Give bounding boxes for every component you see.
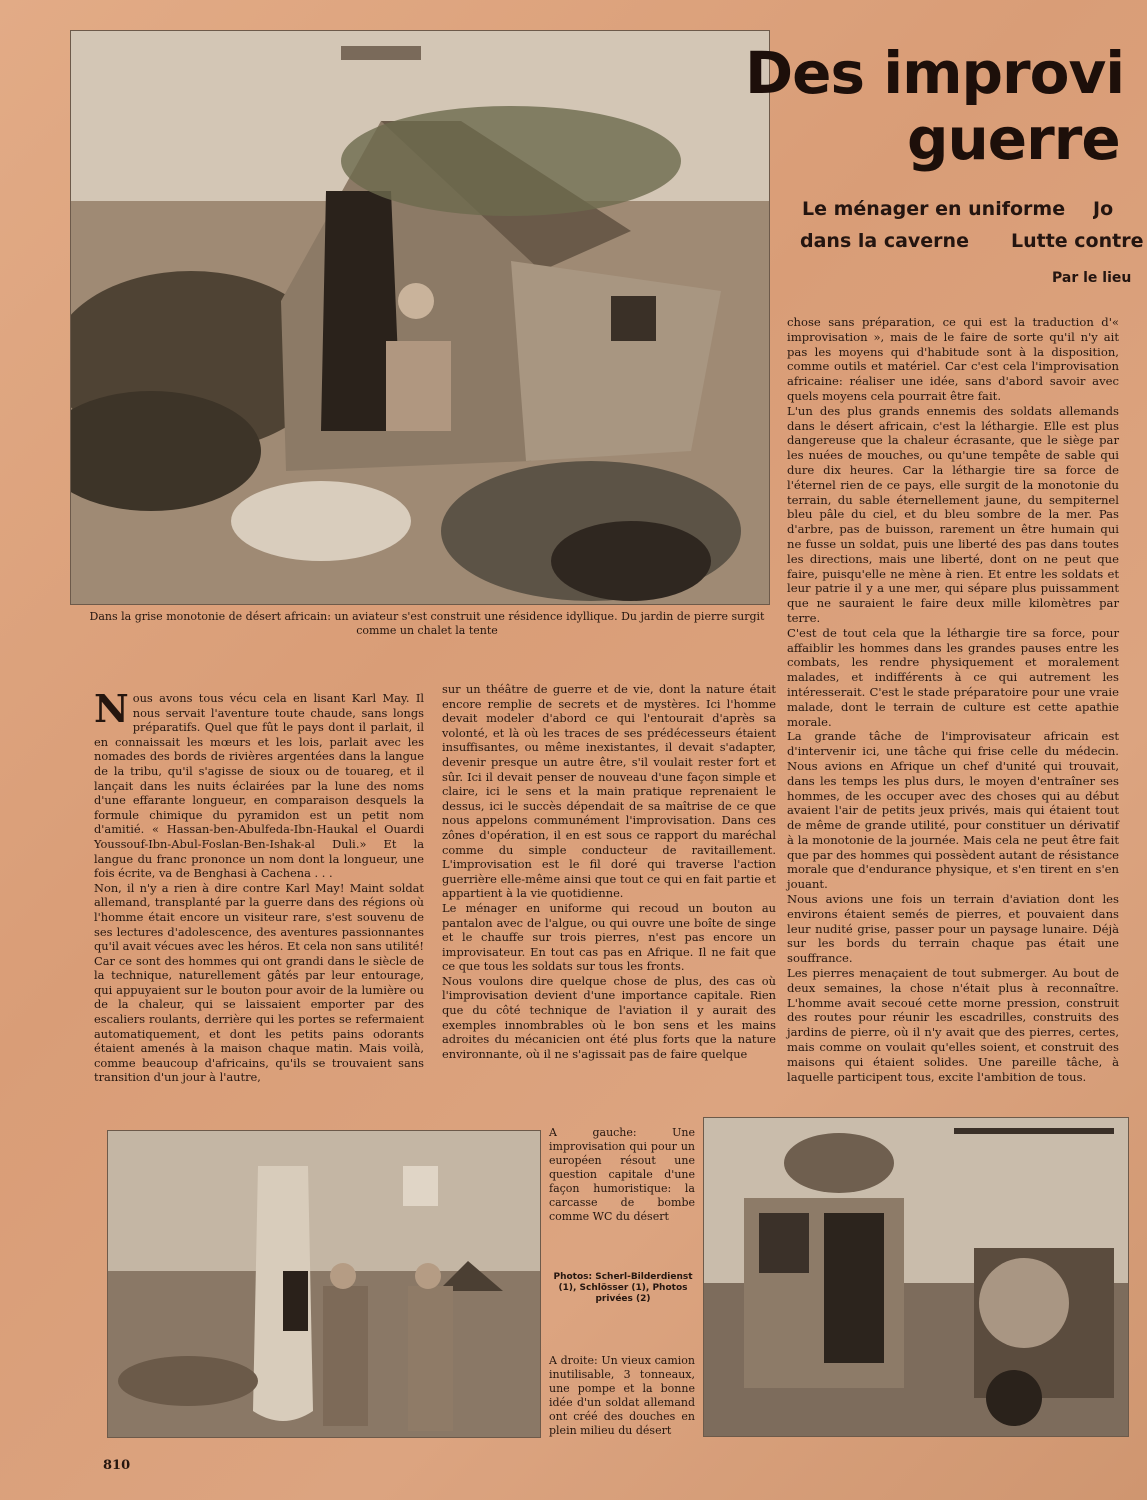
paragraph-intro: [94, 686, 424, 881]
photo-truck-shower: [703, 1117, 1129, 1437]
photo-bomb-wc: [107, 1130, 541, 1438]
paragraph: Nous voulons dire quelque chose de plus, des cas où l'improvisation devient d'une importance capitale. Rien que du côté technique de l'aviation il y aurait des exemples innombrables où le bon sens et les mains adroites du mécanicien ont été plus forts que la nature environnante, où il ne s'agissait pas de faire quelque: [442, 973, 776, 1061]
photo-tent-chalet: [70, 30, 770, 605]
paragraph-text: ous avons tous vécu cela en lisant Karl May. Il nous servait l'aventure toute chaude, sans longs préparatifs. Quel que fût le pays dont il parlait, il en connaissait les mœurs et les lois, parlait avec les nomades des bords de rivières argentées dans la langue de la tribu, qu'il s'agisse de sioux ou de touareg, et il lançait dans les nuits éclairées par la lune des noms d'une effarante longueur, en comparaison desquels la formule chimique du pyramidon est un petit nom d'amitié. « Hassan-ben-Abulfeda-Ibn-Haukal el Ouardi Youssouf-Ibn-Abul-Foslan-Ben-Ishak-al Duli.» Et la langue du franc prononce un nom dont la longueur, une fois écrite, va de Benghasi à Cachena . . .: [94, 691, 424, 881]
dropcap: N: [94, 686, 129, 731]
tent-illustration: [71, 31, 769, 604]
article-column-left: [94, 686, 424, 1085]
subhead-left-1: Le ménager en uniforme: [802, 198, 1066, 220]
paragraph: C'est de tout cela que la léthargie tire sa force, pour affaiblir les hommes dans les grandes pauses entre les combats, les rendre physiquement et moralement malades, et indifférents à ce qui autrement les intéresserait. C'est le stade préparatoire pour une vraie malade, dont le terrain de culture est cette apathie morale.: [787, 625, 1119, 729]
caption-right-bottom: A droite: Un vieux camion inutilisable, 3 tonneaux, une pompe et la bonne idée d'un soldat allemand ont créé des douches en plein milieu du désert: [549, 1354, 695, 1437]
subhead-right-2: Lutte contre: [1011, 230, 1144, 252]
top-photo-caption: Dans la grise monotonie de désert africain: un aviateur s'est construit une résidence idyllique. Du jardin de pierre surgit comme un chalet la tente: [89, 610, 765, 637]
paragraph: La grande tâche de l'improvisateur africain est d'intervenir ici, une tâche qui frise celle du médecin. Nous avions en Afrique un chef d'unité qui trouvait, dans les temps les plus durs, le moyen d'entraîner ses hommes, de les occuper avec des choses qui au début avaient l'air de petits jeux privés, mais qui étaient tout de même de grande utilité, pour constituer un dérivatif à la monotonie de la journée. Mais cela ne peut être fait que par des hommes qui possèdent autant de résistance morale que d'endurance physique, et s'en tirent en s'en jouant.: [787, 729, 1119, 892]
paragraph: Non, il n'y a rien à dire contre Karl May! Maint soldat allemand, transplanté par la guerre dans des régions où l'homme était encore un visiteur rare, s'est souvenu de ses lectures d'adolescence, des aventures passionnantes qu'il avait vécues avec les héros. Et cela non sans utilité! Car ce sont des hommes qui ont grandi dans le siècle de la technique, naturellement gâtés par leur entourage, qui appuyaient sur le bouton pour avoir de la lumière ou de la chaleur, qui se laissaient emporter par des escaliers roulants, derrière qui les portes se refermaient automatiquement, et dont les petits pains odorants étaient amenés à la maison chaque matin. Mais voilà, comme beaucoup d'africains, qu'ils se trouvaient sans transition d'un jour à l'autre,: [94, 880, 424, 1085]
subhead-right-1: Jo: [1093, 198, 1114, 220]
subhead-left-2: dans la caverne: [800, 230, 969, 252]
caption-left-bottom: A gauche: Une improvisation qui pour un européen résout une question capitale d'une façon humoristique: la carcasse de bombe comme WC du désert: [549, 1126, 695, 1223]
paragraph: chose sans préparation, ce qui est la traduction d'« improvisation », mais de le faire de sorte qu'il n'y ait pas les moyens qui d'habitude sont à la disposition, comme outils et matériel. Car c'est cela l'improvisation africaine: réaliser une idée, sans d'abord savoir avec quels moyens cela pourrait être fait.: [787, 315, 1119, 403]
article-column-right: [787, 315, 1119, 1084]
article-column-middle: [442, 682, 776, 1061]
headline: [745, 40, 1147, 172]
page-number: 810: [103, 1458, 131, 1473]
bomb-illustration: [108, 1131, 540, 1437]
paragraph: L'un des plus grands ennemis des soldats allemands dans le désert africain, c'est la léthargie. Elle est plus dangereuse que la chaleur écrasante, que le siège par les nuées de mouches, ou qu'une tempête de sable qui dure dix heures. Car la léthargie tire sa force de l'éternel rien de ce pays, elle surgit de la monotonie du terrain, du sable éternellement jaune, du sempiternel bleu pâle du ciel, et du bleu sombre de la mer. Pas d'arbre, pas de buisson, rarement un être humain qui ne fusse un soldat, puis une liberté des pas dans toutes les directions, mais une liberté, dont on ne peut que faire, puisqu'elle ne mène à rien. Et entre les soldats et leur patrie il y a une mer, qui sépare plus puissamment que ne sauraient le faire deux mille kilomètres par terre.: [787, 403, 1119, 625]
headline-line-1: Des improvi: [745, 40, 1125, 107]
paragraph: Nous avions une fois un terrain d'aviation dont les environs étaient semés de pierres, et pouvaient dans leur nudité grise, passer pour un paysage lunaire. Déjà sur les bords du terrain chaque pas était une souffrance.: [787, 892, 1119, 966]
byline: Par le lieu: [1052, 270, 1132, 286]
truck-illustration: [704, 1118, 1128, 1436]
headline-line-2: guerre: [907, 105, 1120, 172]
paragraph: Le ménager en uniforme qui recoud un bouton au pantalon avec de l'algue, ou qui ouvre une boîte de singe et le chauffe sur trois pierres, n'est pas encore un improvisateur. En tout cas pas en Afrique. Il ne fait que ce que tous les soldats sur tous les fronts.: [442, 900, 776, 974]
paragraph: sur un théâtre de guerre et de vie, dont la nature était encore remplie de secrets et de mystères. Ici l'homme devait modeler d'abord ce qui l'entourait d'après sa volonté, et là où les traces de ses prédécesseurs étaient insuffisantes, ou même inexistantes, il devait s'adapter, devenir presque un autre être, s'il voulait rester fort et sûr. Ici il devait penser de nouveau d'une façon simple et claire, ici le sens et la main pratique reprenaient le dessus, ici le succès dépendait de sa maîtrise de ce que nous appelons communément l'improvisation. Dans ces zônes d'opération, il en est sous ce rapport du maréchal comme du simple conducteur de ravitaillement. L'improvisation est le fil doré qui traverse l'action guerrière elle-même ainsi que tout ce qui en fait partie et appartient à la vie quotidienne.: [442, 682, 776, 901]
photo-credit: Photos: Scherl-Bilderdienst (1), Schlösser (1), Photos privées (2): [553, 1272, 693, 1304]
paragraph: Les pierres menaçaient de tout submerger. Au bout de deux semaines, la chose n'était plus à reconnaître. L'homme avait secoué cette morne pression, construit des routes pour réunir les escadrilles, construits des jardins de pierre, où il n'y avait que des pierres, certes, mais comme on voulait qu'elles soient, et construit des maisons qui étaient solides. Une pareille tâche, à laquelle participent tous, excite l'ambition de tous.: [787, 966, 1119, 1084]
